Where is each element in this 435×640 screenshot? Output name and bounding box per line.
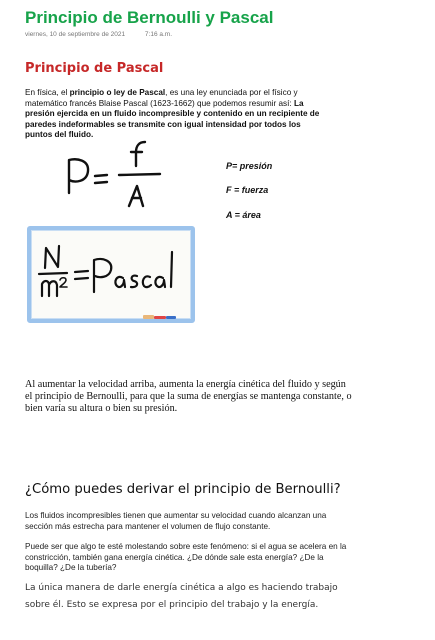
bernoulli-paragraph-1: Los fluidos incompresibles tienen que aumentar su velocidad cuando alcanzan una sección más estrecha para mantener el volumen de flujo constante.: [25, 511, 327, 531]
intro-bold-1: principio o ley de Pascal: [69, 88, 166, 97]
post-meta: [25, 31, 172, 38]
bernoulli-heading: ¿Cómo puedes derivar el principio de Bernoulli?: [25, 482, 341, 497]
pascal-intro: [25, 88, 325, 141]
intro-bold-2: La presión ejercida en un fluido incompresible y contenido en un recipiente de paredes indeformables se transmite con igual intensidad por todos los puntos del fluido.: [25, 98, 320, 139]
bernoulli-paragraph-2: Puede ser que algo te esté molestando sobre este fenómeno: si el agua se acelera en la constricción, también gana energía cinética. ¿De dónde sale esta energía? ¿De la boquilla? ¿De la tubería?: [25, 542, 347, 572]
blue-marker-icon: [166, 316, 176, 319]
eraser-icon: [143, 315, 154, 319]
intro-text-2: , es una ley enunciada por el físico y matemático francés Blaise Pascal (1623-1662) que podemos resumir así:: [25, 88, 298, 108]
legend-pressure: P= presión: [226, 161, 273, 171]
legend-area: A = área: [226, 210, 261, 220]
whiteboard-image: [27, 226, 195, 323]
red-marker-icon: [154, 316, 166, 319]
post-date: viernes, 10 de septiembre de 2021: [25, 31, 126, 38]
bernoulli-intro-paragraph: Al aumentar la velocidad arriba, aumenta la energía cinética del fluido y según el principio de Bernoulli, para que la suma de energías se mantenga constante, o bien varía su altura o bien su presión.: [25, 379, 352, 414]
bernoulli-paragraph-3: La única manera de darle energía cinética a algo es haciendo trabajo sobre él. Esto se expresa por el principio del trabajo y la energía.: [25, 583, 338, 610]
pascal-heading: Principio de Pascal: [25, 61, 164, 76]
post-time: 7:16 a.m.: [144, 31, 173, 38]
page-title: Principio de Bernoulli y Pascal: [25, 8, 274, 27]
pascal-unit-drawing: [31, 230, 191, 319]
pressure-formula: [55, 138, 175, 218]
intro-text-1: En física, el: [25, 88, 70, 97]
legend-force: F = fuerza: [226, 185, 269, 195]
